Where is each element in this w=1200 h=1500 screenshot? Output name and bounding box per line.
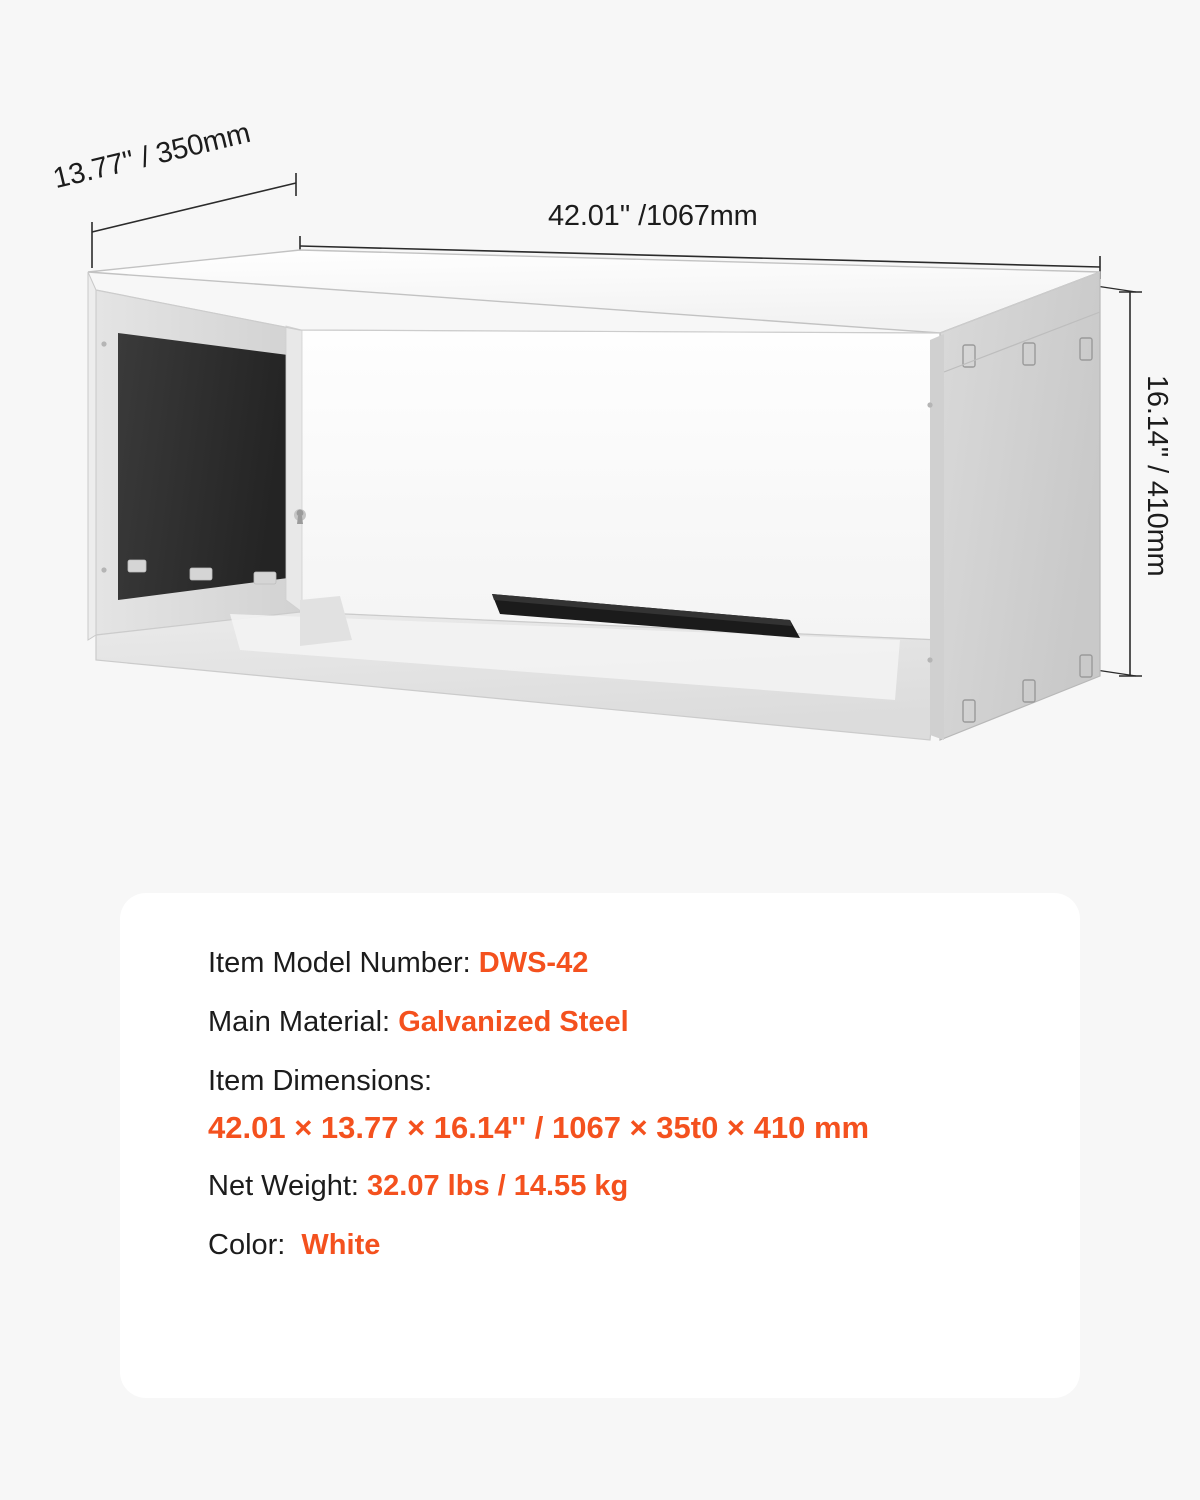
- specification-card: [120, 893, 1080, 1398]
- spec-row-color: [208, 1227, 1050, 1264]
- specification-list: [208, 945, 1050, 1286]
- color-label: Color:: [208, 1229, 286, 1262]
- model-label: Item Model Number:: [208, 947, 471, 979]
- model-value: DWS-42: [478, 947, 589, 979]
- cabinet-body: [88, 250, 1100, 740]
- spec-row-weight: [208, 1168, 1050, 1205]
- weight-label: Net Weight:: [208, 1170, 359, 1202]
- weight-value: 32.07 lbs / 14.55 kg: [367, 1170, 629, 1202]
- color-value: White: [301, 1229, 381, 1262]
- material-value: Galvanized Steel: [398, 1006, 629, 1039]
- width-dimension-label: 42.01'' /1067mm: [548, 200, 758, 232]
- spec-row-dimensions-label: [208, 1063, 1050, 1100]
- depth-dimension-label: 13.77'' / 350mm: [50, 116, 254, 196]
- material-label: Main Material:: [208, 1006, 391, 1039]
- height-dimension-label: 16.14'' / 410mm: [1141, 375, 1173, 577]
- dimensions-label: Item Dimensions:: [208, 1065, 433, 1098]
- spec-row-model: [208, 945, 1050, 982]
- dimensions-value: 42.01 × 13.77 × 16.14'' / 1067 × 35t0 × 410 mm: [208, 1110, 870, 1146]
- spec-row-material: [208, 1004, 1050, 1041]
